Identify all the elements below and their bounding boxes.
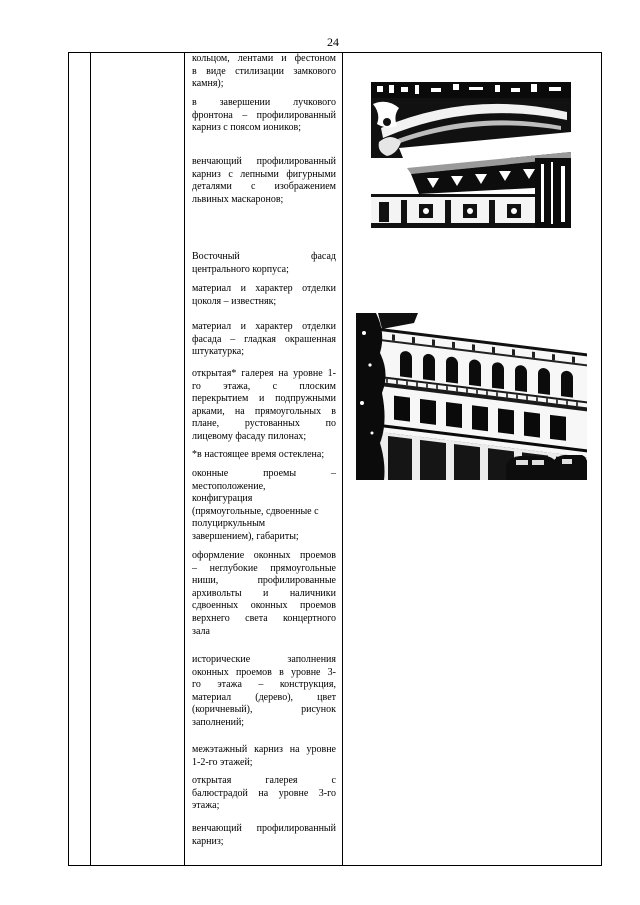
text-line: сдвоенных оконных проемов bbox=[192, 600, 336, 612]
cornice-detail-photo bbox=[371, 82, 571, 228]
text-line: исторические заполнения bbox=[192, 654, 336, 665]
text-line: венчающий профилированный bbox=[192, 156, 336, 167]
text-line: арками, на прямоугольных в bbox=[192, 405, 336, 417]
text-line: Восточный фасад bbox=[192, 251, 336, 262]
table-bottom-border bbox=[68, 865, 602, 866]
table-right-border bbox=[601, 52, 602, 866]
text-line: 1-2-го этажей; bbox=[192, 756, 253, 768]
text-line: конфигурация bbox=[192, 493, 253, 505]
text-line: лицевому фасаду пилонах; bbox=[192, 430, 307, 442]
text-line: камня); bbox=[192, 78, 224, 90]
east-facade-photo bbox=[356, 313, 587, 480]
column-divider-3 bbox=[342, 52, 343, 866]
text-line: материал (дерево), цвет bbox=[192, 691, 336, 703]
text-line: – неглубокие прямоугольные bbox=[192, 562, 336, 574]
text-line: фронтона – профилированный bbox=[192, 109, 336, 121]
page-number: 24 bbox=[327, 35, 339, 49]
text-line: завершением), габариты; bbox=[192, 530, 299, 542]
text-line: львиных маскаронов; bbox=[192, 193, 284, 205]
text-block-pediment bbox=[192, 97, 336, 135]
text-block-facade-material bbox=[192, 321, 336, 359]
text-line: центрального корпуса; bbox=[192, 263, 289, 275]
text-line: (прямоугольные, сдвоенные с bbox=[192, 505, 319, 517]
text-line: архивольты и наличники bbox=[192, 587, 336, 599]
text-line: карниз с поясом иоников; bbox=[192, 122, 301, 134]
text-line: го этажа, с плоским bbox=[192, 380, 336, 392]
text-line: (коричневый), рисунок bbox=[192, 704, 336, 716]
text-line: перекрытием и подпружными bbox=[192, 393, 336, 405]
column-divider-2 bbox=[184, 52, 185, 866]
text-block-balustrade-gallery bbox=[192, 775, 336, 813]
text-line: кольцом, лентами и фестоном bbox=[192, 53, 336, 64]
text-line: оконные проемы – bbox=[192, 468, 336, 479]
text-block-open-gallery bbox=[192, 368, 336, 444]
text-block-plinth-material bbox=[192, 283, 336, 308]
text-line: го этажа – конструкция, bbox=[192, 679, 336, 691]
text-line: зала bbox=[192, 625, 210, 637]
text-line: в виде стилизации замкового bbox=[192, 65, 336, 77]
text-line: полуциркульным bbox=[192, 518, 266, 530]
text-block-east-facade-heading bbox=[192, 251, 336, 276]
text-line: оформление оконных проемов bbox=[192, 550, 336, 561]
text-block-window-fillings bbox=[192, 654, 336, 730]
text-line: карниз с лепными фигурными bbox=[192, 168, 336, 180]
table-left-border bbox=[68, 52, 69, 866]
text-block-keystone bbox=[192, 53, 336, 91]
text-line: цоколя – известняк; bbox=[192, 295, 277, 307]
text-block-crowning-cornice-2 bbox=[192, 823, 336, 848]
text-line: в завершении лучкового bbox=[192, 97, 336, 108]
text-line: балюстрадой на уровне 3-го bbox=[192, 787, 336, 799]
text-block-crowning-cornice bbox=[192, 156, 336, 206]
text-block-window-decoration bbox=[192, 550, 336, 638]
text-line: венчающий профилированный bbox=[192, 823, 336, 834]
text-line: фасада – гладкая окрашенная bbox=[192, 333, 336, 345]
text-line: материал и характер отделки bbox=[192, 283, 336, 294]
text-block-glazed-note bbox=[192, 449, 336, 462]
text-block-interfloor-cornice bbox=[192, 744, 336, 769]
column-divider-1 bbox=[90, 52, 91, 866]
text-line: местоположение, bbox=[192, 480, 266, 492]
text-line: материал и характер отделки bbox=[192, 321, 336, 332]
text-line: заполнений; bbox=[192, 716, 245, 728]
text-line: штукатурка; bbox=[192, 346, 244, 358]
text-line: *в настоящее время остеклена; bbox=[192, 449, 325, 460]
text-line: плане, рустованных по bbox=[192, 418, 336, 430]
text-line: ниши, профилированные bbox=[192, 575, 336, 587]
text-block-window-openings bbox=[192, 468, 336, 544]
text-line: оконных проемов в уровне 3- bbox=[192, 666, 336, 678]
text-line: верхнего света концертного bbox=[192, 612, 336, 624]
text-line: межэтажный карниз на уровне bbox=[192, 744, 336, 755]
text-line: карниз; bbox=[192, 835, 224, 847]
text-line: деталями с изображением bbox=[192, 181, 336, 193]
text-line: открытая галерея с bbox=[192, 775, 336, 786]
text-line: этажа; bbox=[192, 800, 220, 812]
text-line: открытая* галерея на уровне 1- bbox=[192, 368, 336, 379]
